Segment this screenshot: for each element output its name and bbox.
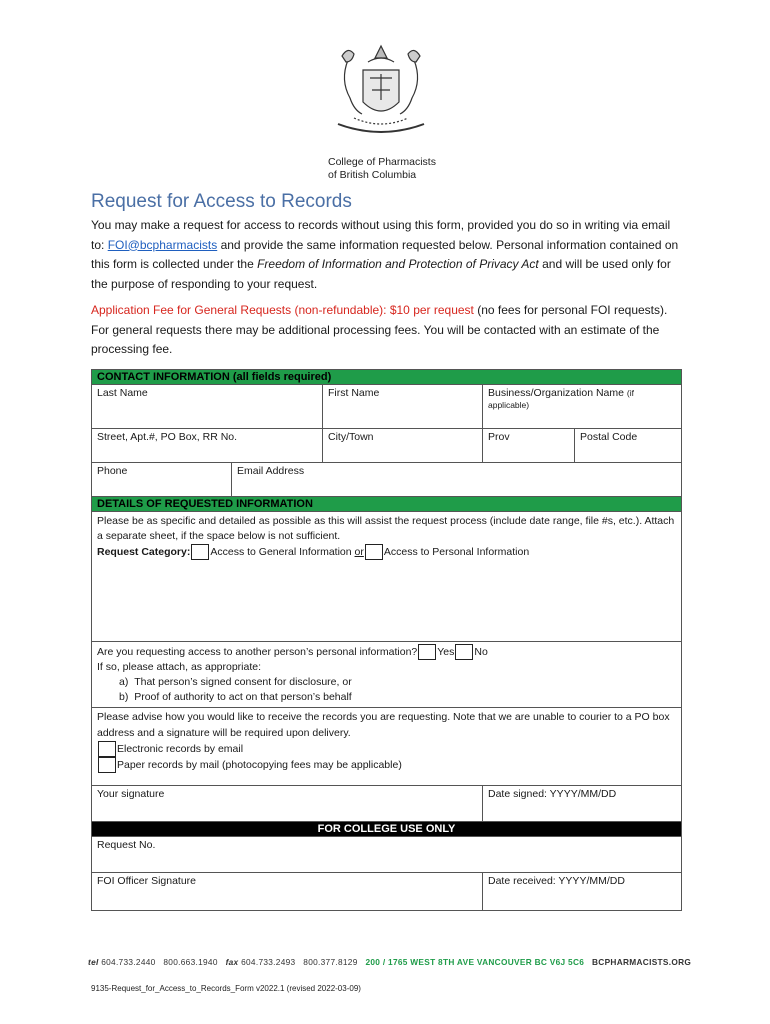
city-label: City/Town — [328, 431, 374, 443]
intro-text-2: and provide the same information requested below. Personal information contained on this form is collected under the — [91, 237, 679, 271]
intro-text-1: You may make a request for access to records without using this form, provided you do so in writing via email to: — [91, 218, 671, 252]
fax-label: fax — [225, 957, 239, 967]
option-b — [97, 690, 676, 705]
org-name-line1: College of Pharmacists — [328, 156, 436, 168]
date-received-label: Date received: YYYY/MM/DD — [488, 875, 625, 887]
college-use-header: FOR COLLEGE USE ONLY — [92, 822, 682, 837]
business-note: (if applicable) — [488, 388, 634, 410]
other-person-section — [92, 642, 682, 708]
fee-rest-text: (no fees for personal FOI requests). For general requests there may be additional processing fees. You will be contacted with an estimate of the processing fee. — [91, 303, 668, 356]
your-signature-label: Your signature — [97, 788, 165, 800]
intro-paragraph — [91, 216, 683, 294]
form-id: 9135-Request_for_Access_to_Records_Form v2022.1 (revised 2022-03-09) — [91, 984, 361, 993]
date-signed-label: Date signed: YYYY/MM/DD — [488, 788, 617, 800]
electronic-checkbox[interactable] — [98, 741, 116, 757]
footer-website[interactable]: BCPHARMACISTS.ORG — [592, 957, 692, 967]
org-name — [328, 156, 436, 182]
fee-amount-text: Application Fee for General Requests (non-refundable): $10 per request — [91, 303, 474, 317]
email-field[interactable] — [232, 463, 682, 497]
phone-field[interactable] — [92, 463, 232, 497]
delivery-section — [92, 708, 682, 786]
paper-label: Paper records by mail (photocopying fees may be applicable) — [117, 759, 402, 772]
email-label: Email Address — [237, 465, 305, 477]
if-so-text: If so, please attach, as appropriate: — [97, 661, 262, 673]
street-field[interactable] — [92, 429, 323, 463]
tel-number-2: 800.663.1940 — [163, 957, 218, 967]
contact-section-header: CONTACT INFORMATION (all fields required) — [92, 370, 682, 385]
your-signature-field[interactable] — [92, 786, 483, 822]
postal-label: Postal Code — [580, 431, 638, 443]
details-field[interactable] — [92, 512, 682, 642]
request-no-label: Request No. — [97, 839, 156, 851]
personal-info-label: Access to Personal Information — [383, 545, 530, 558]
option-b-marker: b) — [119, 691, 129, 703]
general-info-label: Access to General Information — [210, 545, 352, 558]
yes-label: Yes — [437, 645, 455, 658]
option-a-marker: a) — [119, 676, 129, 688]
last-name-label: Last Name — [97, 387, 148, 399]
request-category-row — [97, 544, 676, 560]
foi-officer-signature-field[interactable] — [92, 873, 483, 911]
postal-code-field[interactable] — [575, 429, 682, 463]
foi-officer-signature-label: FOI Officer Signature — [97, 875, 197, 887]
general-info-checkbox[interactable] — [191, 544, 209, 560]
fax-number-2: 800.377.8129 — [303, 957, 358, 967]
act-name: Freedom of Information and Protection of Privacy Act — [257, 257, 539, 271]
last-name-field[interactable] — [92, 385, 323, 429]
no-label: No — [474, 645, 488, 658]
first-name-label: First Name — [328, 387, 380, 399]
prov-field[interactable] — [483, 429, 575, 463]
foi-email-link[interactable]: FOI@bcpharmacists — [107, 237, 218, 252]
tel-label: tel — [88, 957, 99, 967]
fax-number: 604.733.2493 — [241, 957, 296, 967]
or-label: or — [354, 545, 364, 558]
org-name-line2: of British Columbia — [328, 169, 417, 181]
electronic-label: Electronic records by email — [117, 742, 244, 755]
option-b-text: Proof of authority to act on that person’s behalf — [134, 691, 352, 703]
details-section-header: DETAILS OF REQUESTED INFORMATION — [92, 497, 682, 512]
college-crest-icon — [318, 40, 444, 144]
city-field[interactable] — [323, 429, 483, 463]
request-form-table — [91, 369, 682, 911]
footer-contact — [88, 957, 691, 967]
prov-label: Prov — [488, 431, 510, 443]
request-no-field[interactable] — [92, 837, 682, 873]
delivery-instructions: Please advise how you would like to receive the records you are requesting. Note that we are unable to courier to a PO box address and a signature will be required upon delivery. — [97, 711, 670, 739]
option-a-text: That person’s signed consent for disclosure, or — [134, 676, 352, 688]
first-name-field[interactable] — [323, 385, 483, 429]
business-label: Business/Organization Name — [488, 387, 624, 399]
street-label: Street, Apt.#, PO Box, RR No. — [97, 431, 238, 443]
business-name-field[interactable] — [483, 385, 682, 429]
other-person-question: Are you requesting access to another person’s personal information? — [97, 645, 418, 658]
intro-text-3: and will be used only for the purpose of responding to your request. — [91, 257, 671, 291]
no-checkbox[interactable] — [455, 644, 473, 660]
request-category-label: Request Category: — [97, 545, 191, 558]
footer-address: 200 / 1765 WEST 8TH AVE VANCOUVER BC V6J 5C6 — [365, 957, 585, 967]
personal-info-checkbox[interactable] — [365, 544, 383, 560]
paper-checkbox[interactable] — [98, 757, 116, 773]
details-instructions: Please be as specific and detailed as possible as this will assist the request process (include date range, file #s, etc.). Attach a separate sheet, if the space below is not sufficient. — [97, 515, 675, 542]
tel-number: 604.733.2440 — [101, 957, 156, 967]
fee-paragraph — [91, 301, 683, 360]
phone-label: Phone — [97, 465, 128, 477]
page-title: Request for Access to Records — [91, 191, 352, 212]
yes-checkbox[interactable] — [418, 644, 436, 660]
date-signed-field[interactable] — [483, 786, 682, 822]
option-a — [97, 675, 676, 690]
date-received-field[interactable] — [483, 873, 682, 911]
